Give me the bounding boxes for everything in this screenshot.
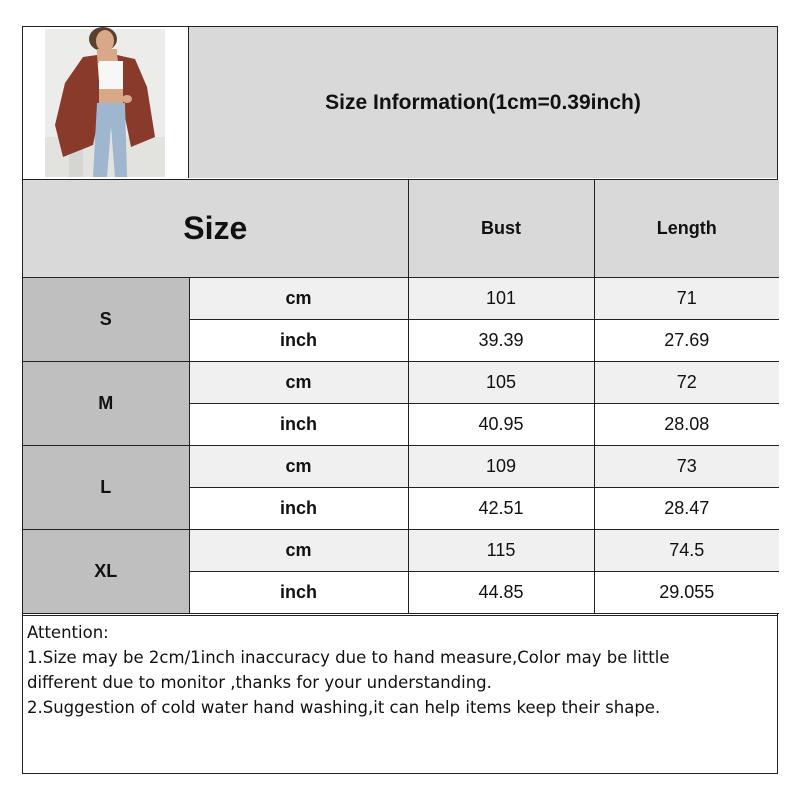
length-value: 28.08: [594, 403, 779, 445]
bust-value: 115: [408, 529, 594, 571]
bust-value: 42.51: [408, 487, 594, 529]
unit-label: inch: [189, 487, 408, 529]
length-value: 71: [594, 277, 779, 319]
notes-line: 1.Size may be 2cm/1inch inaccuracy due to hand measure,Color may be little: [27, 648, 670, 667]
length-value: 74.5: [594, 529, 779, 571]
chart-header: [23, 27, 777, 180]
product-photo: [23, 27, 189, 178]
size-chart: [22, 26, 778, 774]
unit-label: cm: [189, 361, 408, 403]
notes-line: 2.Suggestion of cold water hand washing,it can help items keep their shape.: [27, 698, 661, 717]
bust-value: 40.95: [408, 403, 594, 445]
size-table: [23, 180, 779, 614]
length-value: 28.47: [594, 487, 779, 529]
size-label: M: [23, 361, 189, 445]
unit-label: cm: [189, 529, 408, 571]
unit-label: inch: [189, 403, 408, 445]
bust-value: 109: [408, 445, 594, 487]
table-row: [23, 445, 779, 487]
bust-value: 101: [408, 277, 594, 319]
table-row: [23, 529, 779, 571]
table-row: [23, 277, 779, 319]
notes-line: different due to monitor ,thanks for your understanding.: [27, 673, 492, 692]
bust-value: 105: [408, 361, 594, 403]
size-label: L: [23, 445, 189, 529]
size-label: XL: [23, 529, 189, 613]
product-photo-image: [23, 27, 187, 178]
bust-value: 39.39: [408, 319, 594, 361]
size-label: S: [23, 277, 189, 361]
length-value: 73: [594, 445, 779, 487]
length-value: 29.055: [594, 571, 779, 613]
notes-heading: Attention:: [27, 623, 109, 642]
length-column-header: Length: [594, 180, 779, 277]
size-column-header: Size: [23, 180, 408, 277]
chart-title: Size Information(1cm=0.39inch): [189, 27, 777, 178]
bust-value: 44.85: [408, 571, 594, 613]
unit-label: inch: [189, 319, 408, 361]
length-value: 72: [594, 361, 779, 403]
length-value: 27.69: [594, 319, 779, 361]
table-header-row: [23, 180, 779, 277]
unit-label: cm: [189, 445, 408, 487]
table-row: [23, 361, 779, 403]
attention-notes: [23, 615, 777, 773]
bust-column-header: Bust: [408, 180, 594, 277]
unit-label: cm: [189, 277, 408, 319]
unit-label: inch: [189, 571, 408, 613]
